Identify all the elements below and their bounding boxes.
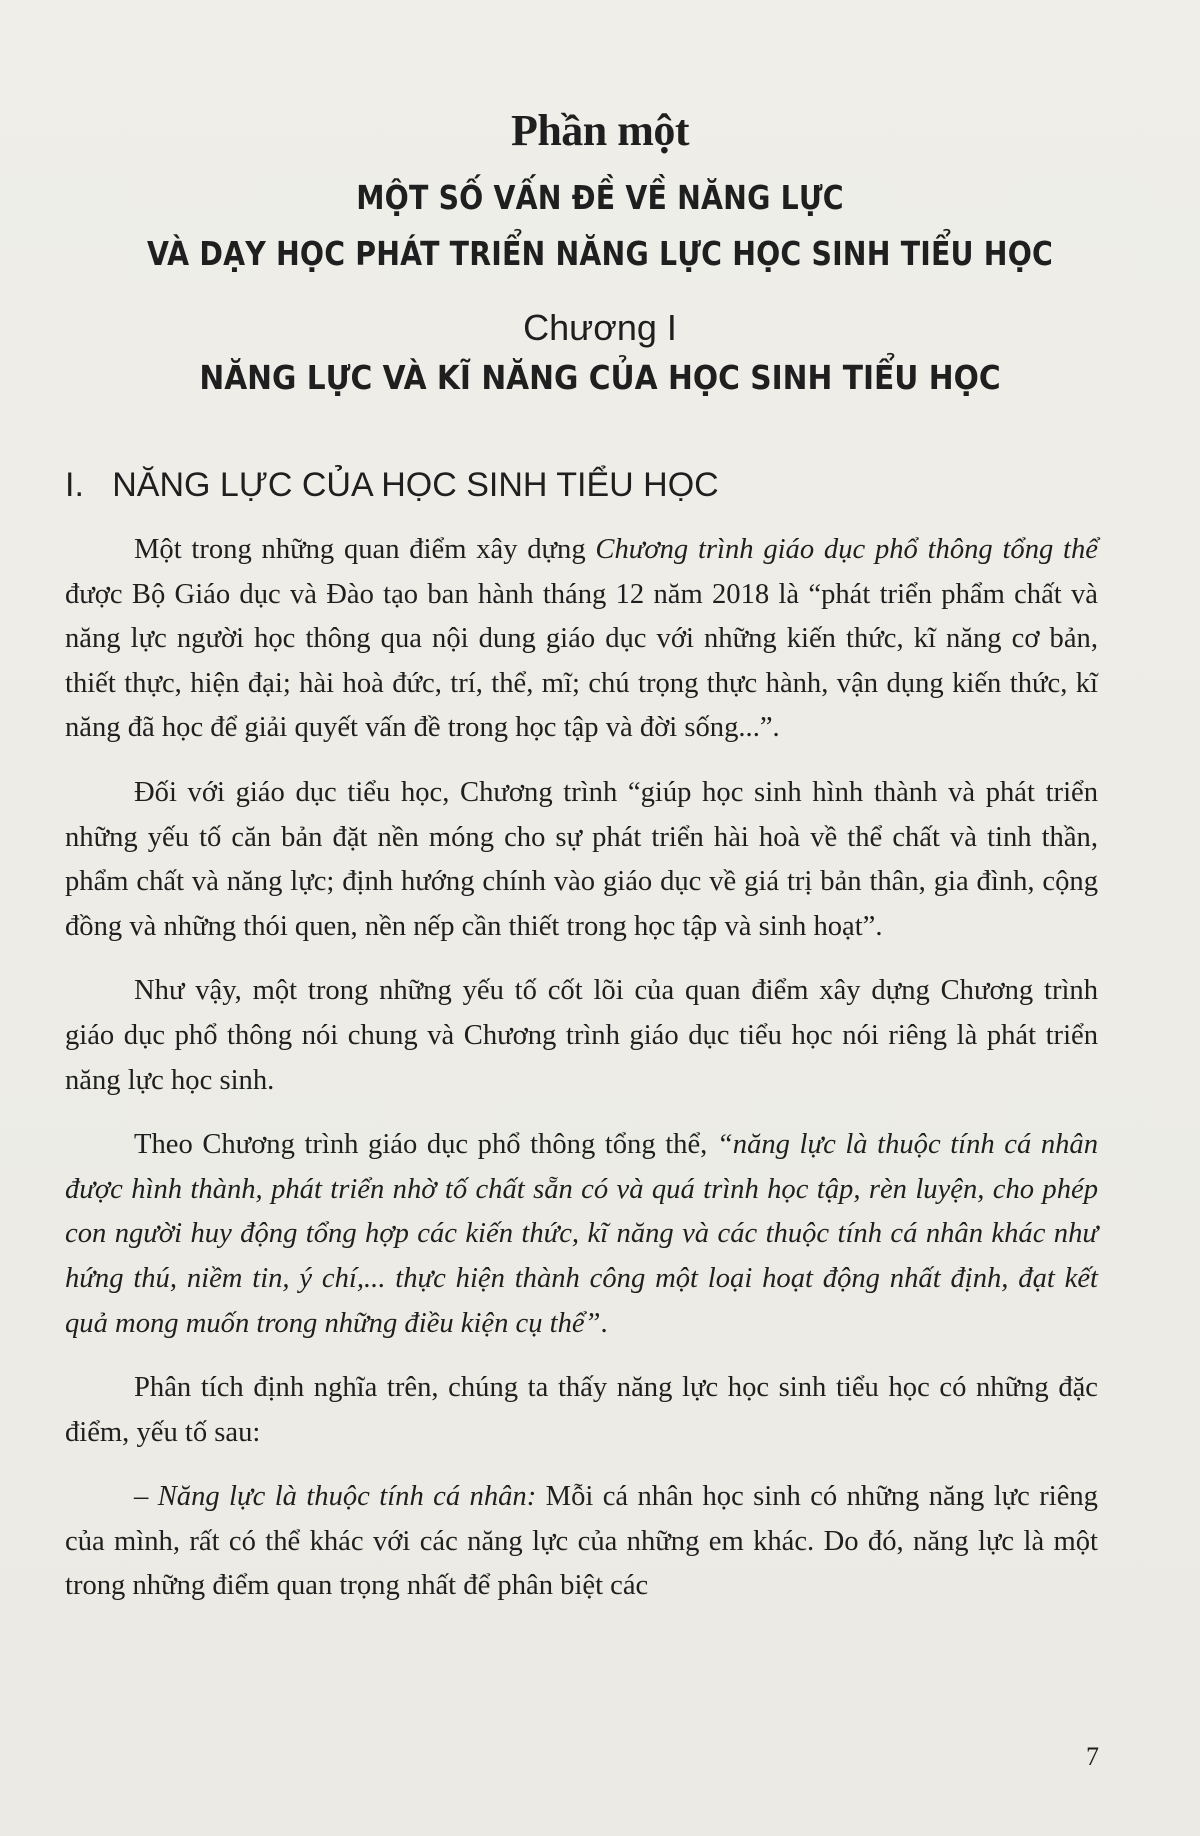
- paragraph-5: Phân tích định nghĩa trên, chúng ta thấy năng lực học sinh tiểu học có những đặc điểm, yếu tố sau:: [65, 1372, 1098, 1448]
- chapter-title: NĂNG LỰC VÀ KĨ NĂNG CỦA HỌC SINH TIỂU HỌC: [199, 358, 1001, 397]
- chapter-label: Chương I: [523, 307, 677, 348]
- paragraph-4-text-a: Theo Chương trình giáo dục phổ thông tổng thể,: [134, 1129, 717, 1161]
- paragraph-6-text: Mỗi cá nhân học sinh có những năng lực riêng của mình, rất có thể khác với các năng lực của những em khác. Do đó, năng lực là một trong những điểm quan trọng nhất để phân biệt các: [65, 1481, 1098, 1602]
- paragraph-4-italic: “năng lực là thuộc tính cá nhân được hình thành, phát triển nhờ tố chất sẵn có và quá trình học tập, rèn luyện, cho phép con người huy động tổng hợp các kiến thức, kĩ năng và các thuộc tính cá nhân khác như hứng thú, niềm tin, ý chí,... thực hiện thành công một loại hoạt động nhất định, đạt kết quả mong muốn trong những điều kiện cụ thể”: [65, 1129, 1099, 1339]
- page-number: 7: [1086, 1742, 1099, 1771]
- paragraph-1-text-a: Một trong những quan điểm xây dựng: [134, 534, 596, 565]
- main-title-line-2: VÀ DẠY HỌC PHÁT TRIỂN NĂNG LỰC HỌC SINH TIỂU HỌC: [146, 234, 1054, 273]
- main-title-line-1: MỘT SỐ VẤN ĐỀ VỀ NĂNG LỰC: [356, 178, 844, 217]
- paragraph-3: Như vậy, một trong những yếu tố cốt lõi của quan điểm xây dựng Chương trình giáo dục phổ thông nói chung và Chương trình giáo dục tiểu học nói riêng là phát triển năng lực học sinh.: [65, 975, 1098, 1096]
- paragraph-1-text-b: được Bộ Giáo dục và Đào tạo ban hành tháng 12 năm 2018 là “phát triển phẩm chất và năng lực người học thông qua nội dung giáo dục với những kiến thức, kĩ năng cơ bản, thiết thực, hiện đại; hài hoà đức, trí, thể, mĩ; chú trọng thực hành, vận dụng kiến thức, kĩ năng đã học để giải quyết vấn đề trong học tập và đời sống...”.: [65, 578, 1098, 744]
- paragraph-6: [65, 1475, 1098, 1609]
- main-title: [84, 170, 1116, 282]
- paragraph-2: Đối với giáo dục tiểu học, Chương trình “giúp học sinh hình thành và phát triển những yếu tố căn bản đặt nền móng cho sự phát triển hài hoà về thể chất và tinh thần, phẩm chất và năng lực; định hướng chính vào giáo dục về giá trị bản thân, gia đình, cộng đồng và những thói quen, nền nếp cần thiết trong học tập và sinh hoạt”.: [65, 776, 1098, 942]
- paragraph-6-italic: – Năng lực là thuộc tính cá nhân:: [134, 1481, 537, 1513]
- paragraph-4-text-b: .: [600, 1307, 608, 1339]
- paragraph-1-italic: Chương trình giáo dục phổ thông tổng thể: [595, 534, 1098, 565]
- paragraph-1: [65, 528, 1098, 751]
- paragraph-4: [65, 1123, 1098, 1346]
- part-title: Phần một: [510, 106, 690, 155]
- body-text: [65, 528, 1098, 1629]
- section-heading: I. NĂNG LỰC CỦA HỌC SINH TIỂU HỌC: [65, 466, 719, 504]
